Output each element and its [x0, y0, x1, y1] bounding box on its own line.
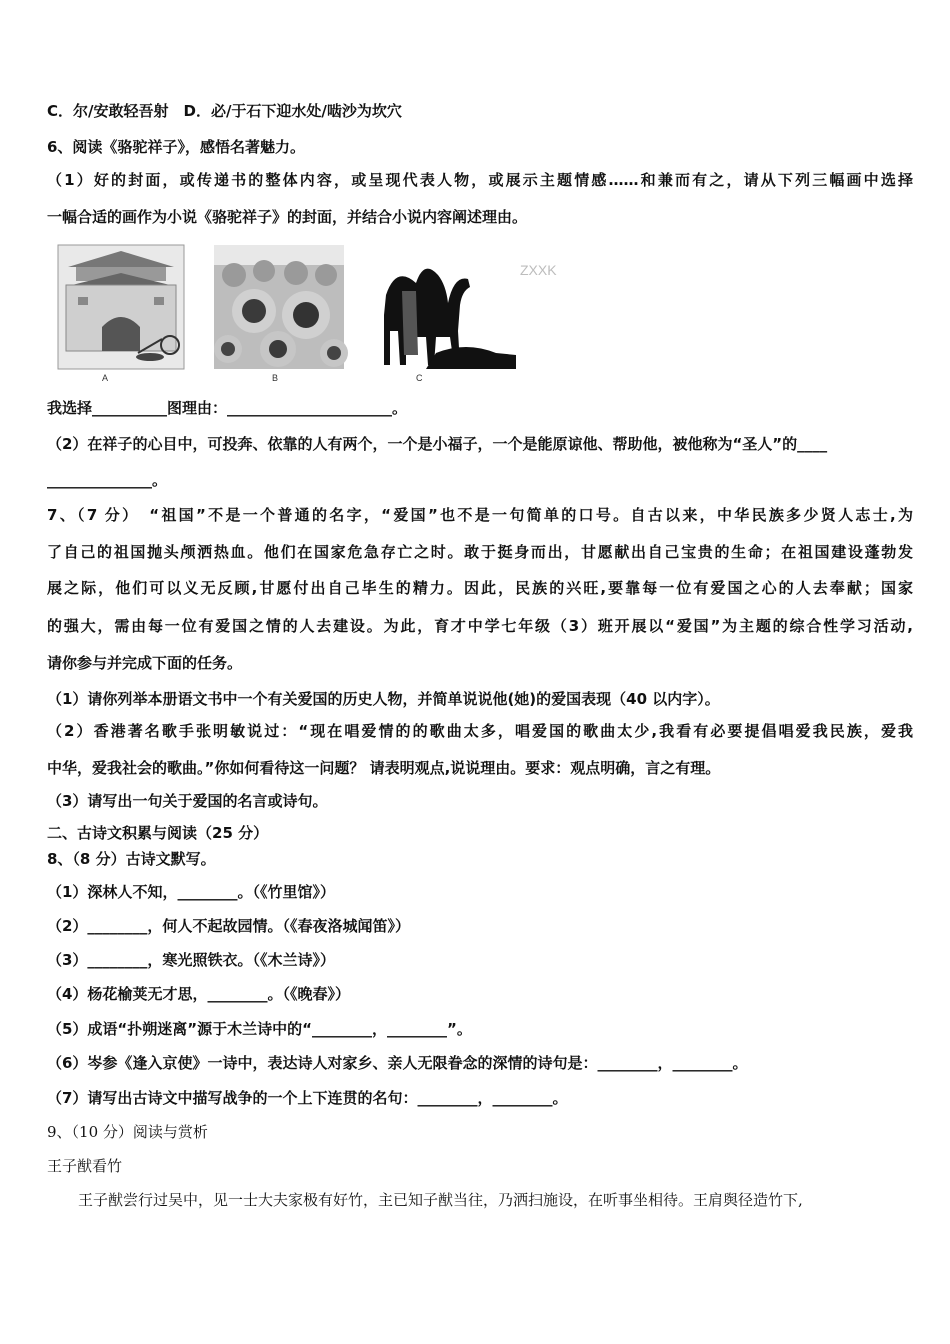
q6-title: 6、阅读《骆驼祥子》，感悟名著魅力。 — [47, 138, 305, 156]
watermark-text: ZXXK — [520, 262, 557, 278]
image-c-caption: C — [416, 373, 423, 383]
q8-item-4: （4）杨花榆荚无才思，________。（《晚春》） — [47, 985, 350, 1003]
q6-part1-line2: 一幅合适的画作为小说《骆驼祥子》的封面，并结合小说内容阐述理由。 — [47, 208, 528, 226]
q9-title: 9、（10 分）阅读与赏析 — [47, 1123, 208, 1141]
section2-title: 二、古诗文积累与阅读（25 分） — [47, 824, 269, 842]
image-a-caption: A — [102, 373, 109, 383]
q6-choose-line: 我选择__________图理由：______________________。 — [47, 399, 408, 417]
q7-line5: 请你参与并完成下面的任务。 — [47, 654, 243, 672]
q8-item-3: （3）________，寒光照铁衣。（《木兰诗》） — [47, 951, 335, 969]
q7-task2-line2: 中华，爱我社会的歌曲。”你如何看待这一问题？ 请表明观点,说说理由。要求：观点明确，言之有理。 — [47, 759, 721, 777]
q8-item-5: （5）成语“扑朔迷离”源于木兰诗中的“________，________”。 — [47, 1020, 472, 1038]
camel-silhouette-illustration — [376, 245, 557, 369]
q7-task1: （1）请你列举本册语文书中一个有关爱国的历史人物，并简单说说他(她)的爱国表现（40 以内字）。 — [47, 690, 720, 708]
q8-item-6: （6）岑参《逢入京使》一诗中，表达诗人对家乡、亲人无限眷念的深情的诗句是：________，________。 — [47, 1054, 748, 1072]
image-a — [58, 245, 184, 383]
q8-item-2: （2）________，何人不起故园情。（《春夜洛城闻笛》） — [47, 917, 410, 935]
q7-line3: 展之际，他们可以义无反顾,甘愿付出自己毕生的精力。因此，民族的兴旺,要靠每一位有爱国之心的人去奉献；国家 — [47, 579, 913, 597]
q9-passage-title: 王子猷看竹 — [47, 1157, 123, 1175]
q7-task3: （3）请写出一句关于爱国的名言或诗句。 — [47, 792, 328, 810]
city-gate-rickshaw-illustration — [58, 245, 184, 369]
q6-part2-line2: ______________。 — [47, 471, 168, 489]
q6-part2-line1: （2）在祥子的心目中，可投奔、依靠的人有两个，一个是小福子，一个是能原谅他、帮助他，被他称为“圣人”的____ — [47, 435, 828, 453]
q7-line4: 的强大，需由每一位有爱国之情的人去建设。为此，育才中学七年级（3）班开展以“爱国”为主题的综合性学习活动, — [47, 617, 913, 635]
q6-part1-line1: （1）好的封面，或传递书的整体内容，或呈现代表人物，或展示主题情感……和兼而有之，请从下列三幅画中选择 — [47, 171, 913, 189]
q5-options-cd: C．尔/安敢轻吾射 D．必/于石下迎水处/啮沙为坎穴 — [47, 102, 402, 120]
q8-title: 8、（8 分）古诗文默写。 — [47, 850, 216, 868]
q8-item-1: （1）深林人不知，________。（《竹里馆》） — [47, 883, 335, 901]
image-b-caption: B — [272, 373, 279, 383]
q7-line2: 了自己的祖国抛头颅洒热血。他们在国家危急存亡之时。敢于挺身而出，甘愿献出自己宝贵的生命；在祖国建设蓬勃发 — [47, 543, 913, 561]
q7-task2-line1: （2）香港著名歌手张明敏说过：“现在唱爱情的的歌曲太多，唱爱国的歌曲太少,我看有必要提倡唱爱我民族，爱我 — [47, 722, 913, 740]
sunflowers-photo — [214, 245, 344, 369]
q8-item-7: （7）请写出古诗文中描写战争的一个上下连贯的名句：________，________。 — [47, 1089, 568, 1107]
q7-line1: 7、（7 分） “祖国”不是一个普通的名字，“爱国”也不是一句简单的口号。自古以来，中华民族多少贤人志士,为 — [47, 506, 913, 524]
image-b — [214, 245, 344, 383]
q9-passage-line1: 王子猷尝行过吴中，见一士大夫家极有好竹，主已知子猷当往，乃洒扫施设，在听事坐相待。王肩舆径造竹下, — [78, 1191, 803, 1209]
image-c — [376, 245, 557, 383]
